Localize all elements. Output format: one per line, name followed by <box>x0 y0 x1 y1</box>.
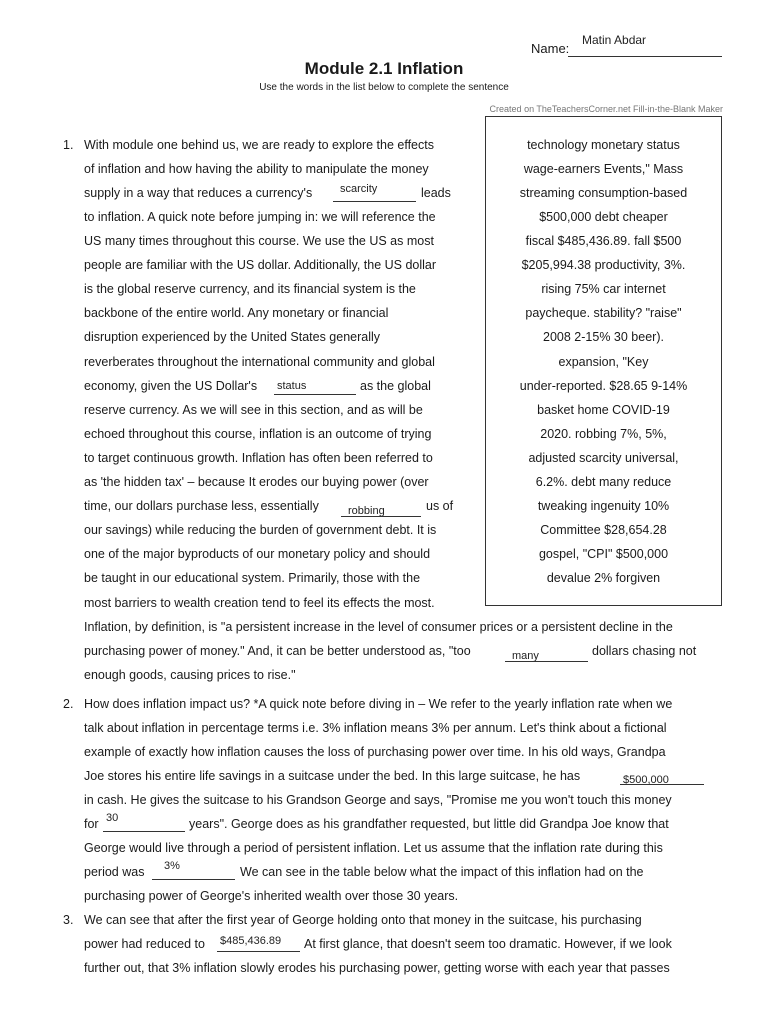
word-bank-line: basket home COVID-19 <box>537 403 670 417</box>
word-bank-line: $205,994.38 productivity, 3%. <box>521 258 686 272</box>
filled-answer: many <box>512 650 539 662</box>
word-bank-line: tweaking ingenuity 10% <box>537 499 670 513</box>
answer-blank[interactable] <box>620 784 704 785</box>
text-line: our savings) while reducing the burden of government debt. It is <box>84 523 437 537</box>
word-bank-line: wage-earners Events," Mass <box>523 162 684 176</box>
student-name: Matin Abdar <box>582 33 647 47</box>
answer-blank[interactable] <box>341 516 421 517</box>
word-bank-line: technology monetary status <box>527 138 680 152</box>
text-line: in cash. He gives the suitcase to his Grandson George and says, "Promise me you won't touch this money <box>84 793 672 807</box>
word-bank-line: gospel, "CPI" $500,000 <box>538 547 669 561</box>
text-line: With module one behind us, we are ready to explore the effects <box>84 138 434 152</box>
word-bank-line: $500,000 debt cheaper <box>539 210 668 224</box>
filled-answer: status <box>277 380 307 392</box>
text-line: economy, given the US Dollar's <box>84 379 258 393</box>
text-line: us of <box>426 499 454 513</box>
item-number: 1. <box>63 138 74 152</box>
answer-blank[interactable] <box>274 394 356 395</box>
answer-blank[interactable] <box>505 661 588 662</box>
text-line: further out, that 3% inflation slowly erodes his purchasing power, getting worse with each year that passes <box>84 961 670 975</box>
text-line: talk about inflation in percentage terms i.e. 3% inflation means 3% per annum. Let's think about a fictional <box>84 721 667 735</box>
text-line: How does inflation impact us? *A quick note before diving in – We refer to the yearly inflation rate when we <box>84 697 673 711</box>
name-blank[interactable] <box>568 56 722 57</box>
page-title: Module 2.1 Inflation <box>304 59 464 78</box>
text-line: enough goods, causing prices to rise." <box>84 668 296 682</box>
answer-blank[interactable] <box>333 201 416 202</box>
word-bank-line: 2008 2-15% 30 beer). <box>543 330 664 344</box>
text-line: most barriers to wealth creation tend to feel its effects the most. <box>84 596 435 610</box>
word-bank-line: 6.2%. debt many reduce <box>535 475 672 489</box>
word-bank-line: 2020. robbing 7%, 5%, <box>540 427 667 441</box>
answer-blank[interactable] <box>217 951 300 952</box>
answer-blank[interactable] <box>103 831 185 832</box>
item-number: 3. <box>63 913 74 927</box>
word-bank-line: fiscal $485,436.89. fall $500 <box>525 234 682 248</box>
text-line: for <box>84 817 99 831</box>
word-bank-line: under-reported. $28.65 9-14% <box>519 379 688 393</box>
text-line: example of exactly how inflation causes the loss of purchasing power over time. In his old ways, Grandpa <box>84 745 666 759</box>
text-line: purchasing power of George's inherited wealth over those 30 years. <box>84 889 459 903</box>
credit-text: Created on TheTeachersCorner.net Fill-in-the-Blank Maker <box>489 104 723 114</box>
text-line: period was <box>84 865 145 879</box>
word-bank-line: rising 75% car internet <box>541 282 666 296</box>
filled-answer: robbing <box>348 505 385 517</box>
word-bank-line: streaming consumption-based <box>519 186 688 200</box>
text-line: Inflation, by definition, is "a persistent increase in the level of consumer prices or a persistent decline in the <box>84 620 673 634</box>
filled-answer: scarcity <box>340 183 378 195</box>
text-line: echoed throughout this course, inflation is an outcome of trying <box>84 427 432 441</box>
item-number: 2. <box>63 697 74 711</box>
word-bank-line: devalue 2% forgiven <box>546 571 661 585</box>
text-line: power had reduced to <box>84 937 205 951</box>
text-line: reserve currency. As we will see in this section, and as will be <box>84 403 423 417</box>
word-bank-line: paycheque. stability? "raise" <box>525 306 682 320</box>
word-bank-line: Committee $28,654.28 <box>540 523 667 537</box>
text-line: time, our dollars purchase less, essentially <box>84 499 319 513</box>
text-line: people are familiar with the US dollar. Additionally, the US dollar <box>84 258 437 272</box>
text-line: reverberates throughout the international community and global <box>84 355 435 369</box>
name-label: Name: <box>531 41 570 56</box>
text-line: We can see in the table below what the impact of this inflation had on the <box>240 865 644 879</box>
text-line: purchasing power of money." And, it can be better understood as, "too <box>84 644 471 658</box>
text-line: years". George does as his grandfather requested, but little did Grandpa Joe know that <box>189 817 669 831</box>
text-line: leads <box>421 186 451 200</box>
text-line: one of the major byproducts of our monetary policy and should <box>84 547 431 561</box>
text-line: We can see that after the first year of George holding onto that money in the suitcase, his purchasing <box>84 913 642 927</box>
answer-blank[interactable] <box>152 879 235 880</box>
text-line: supply in a way that reduces a currency's <box>84 186 313 200</box>
text-line: Joe stores his entire life savings in a suitcase under the bed. In this large suitcase, he has <box>84 769 581 783</box>
text-line: to target continuous growth. Inflation has often been referred to <box>84 451 433 465</box>
text-line: dollars chasing not <box>592 644 697 658</box>
text-line: of inflation and how having the ability to manipulate the money <box>84 162 429 176</box>
text-line: as 'the hidden tax' – because It erodes our buying power (over <box>84 475 429 489</box>
filled-answer: 30 <box>106 812 119 824</box>
text-line: be taught in our educational system. Primarily, those with the <box>84 571 421 585</box>
text-line: is the global reserve currency, and its financial system is the <box>84 282 416 296</box>
word-bank-line: adjusted scarcity universal, <box>528 451 679 465</box>
text-line: disruption experienced by the United States generally <box>84 330 381 344</box>
text-line: George would live through a period of persistent inflation. Let us assume that the inflation rate during this <box>84 841 663 855</box>
word-bank-line: expansion, "Key <box>558 355 649 369</box>
text-line: as the global <box>360 379 431 393</box>
filled-answer: $500,000 <box>623 774 669 786</box>
text-line: US many times throughout this course. We use the US as most <box>84 234 434 248</box>
text-line: At first glance, that doesn't seem too dramatic. However, if we look <box>304 937 672 951</box>
filled-answer: 3% <box>164 860 180 872</box>
text-line: to inflation. A quick note before jumping in: we will reference the <box>84 210 436 224</box>
page-subtitle: Use the words in the list below to complete the sentence <box>259 82 509 93</box>
text-line: backbone of the entire world. Any monetary or financial <box>84 306 389 320</box>
filled-answer: $485,436.89 <box>220 935 282 947</box>
